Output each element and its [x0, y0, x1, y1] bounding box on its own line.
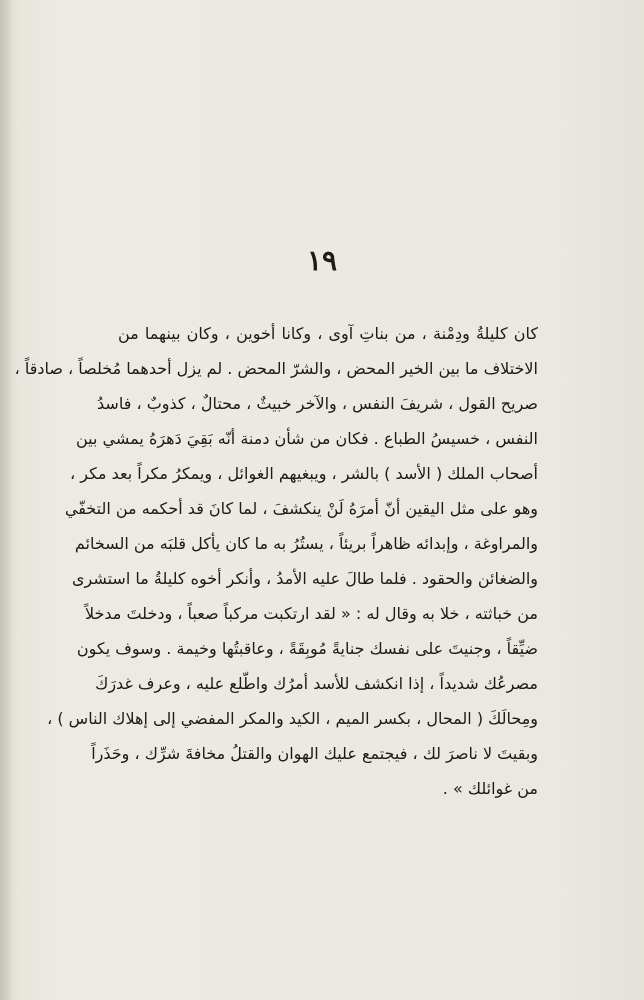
text-line: الاختلاف ما بين الخير المحض ، والشرّ المحض . لم يزل أحدهما مُخلصاً ، صادقاً ، — [14, 359, 538, 378]
text-line: وهو على مثل اليقين أنّ أمرَهُ لَنْ ينكشفَ ، لما كانَ قد أحكمه من التخفّي — [64, 499, 538, 518]
text-line: النفس ، خسيسُ الطباع . فكان من شأن دمنة أنّه بَقِيَ دَهرَهُ يمشي بين — [76, 429, 538, 448]
text-line: ومِحالَكَ ( المحال ، بكسر الميم ، الكيد والمكر المفضي إلى إهلاك الناس ) ، — [47, 709, 538, 728]
body-text — [14, 316, 538, 806]
text-line: وبقيتَ لا ناصرَ لك ، فيجتمع عليك الهوان والقتلُ مخافةَ شرِّك ، وحَذَراً — [91, 744, 538, 763]
text-line-last: من غوائلك » . — [442, 779, 538, 798]
text-line: كان كليلةُ ودِمْنة ، من بناتِ آوى ، وكانا أخوين ، وكان بينهما من — [118, 324, 538, 343]
text-line: ضيِّقاً ، وجنيتَ على نفسك جنايةً مُوبِقَةً ، وعاقبتُها وخيمة . وسوف يكون — [76, 639, 538, 658]
text-line: صريح القول ، شريفَ النفس ، والآخر خبيثٌ ، محتالٌ ، كذوبٌ ، فاسدُ — [97, 394, 538, 413]
text-line: أصحاب الملك ( الأسد ) بالشر ، ويبغيهم الغوائل ، ويمكرُ مكراً بعد مكر ، — [70, 464, 538, 483]
text-line: والمراوغة ، وإبدائه ظاهراً بريئاً ، يستُرُ به ما كان يأكل قلبَه من السخائم — [74, 534, 538, 553]
text-line: من خباثته ، خلا به وقال له : « لقد ارتكبت مركباً صعباً ، ودخلتَ مدخلاً — [84, 604, 538, 623]
text-line: والضغائن والحقود . فلما طالَ عليه الأمدُ ، وأنكر أخوه كليلةُ ما استشرى — [71, 569, 538, 588]
text-line: مصرعُك شديداً ، إذا انكشف للأسد أمرُك واطّلع عليه ، وعرف غدرَكَ — [95, 674, 538, 693]
page-gutter-shadow — [0, 0, 14, 1000]
page-number: ١٩ — [306, 244, 338, 277]
